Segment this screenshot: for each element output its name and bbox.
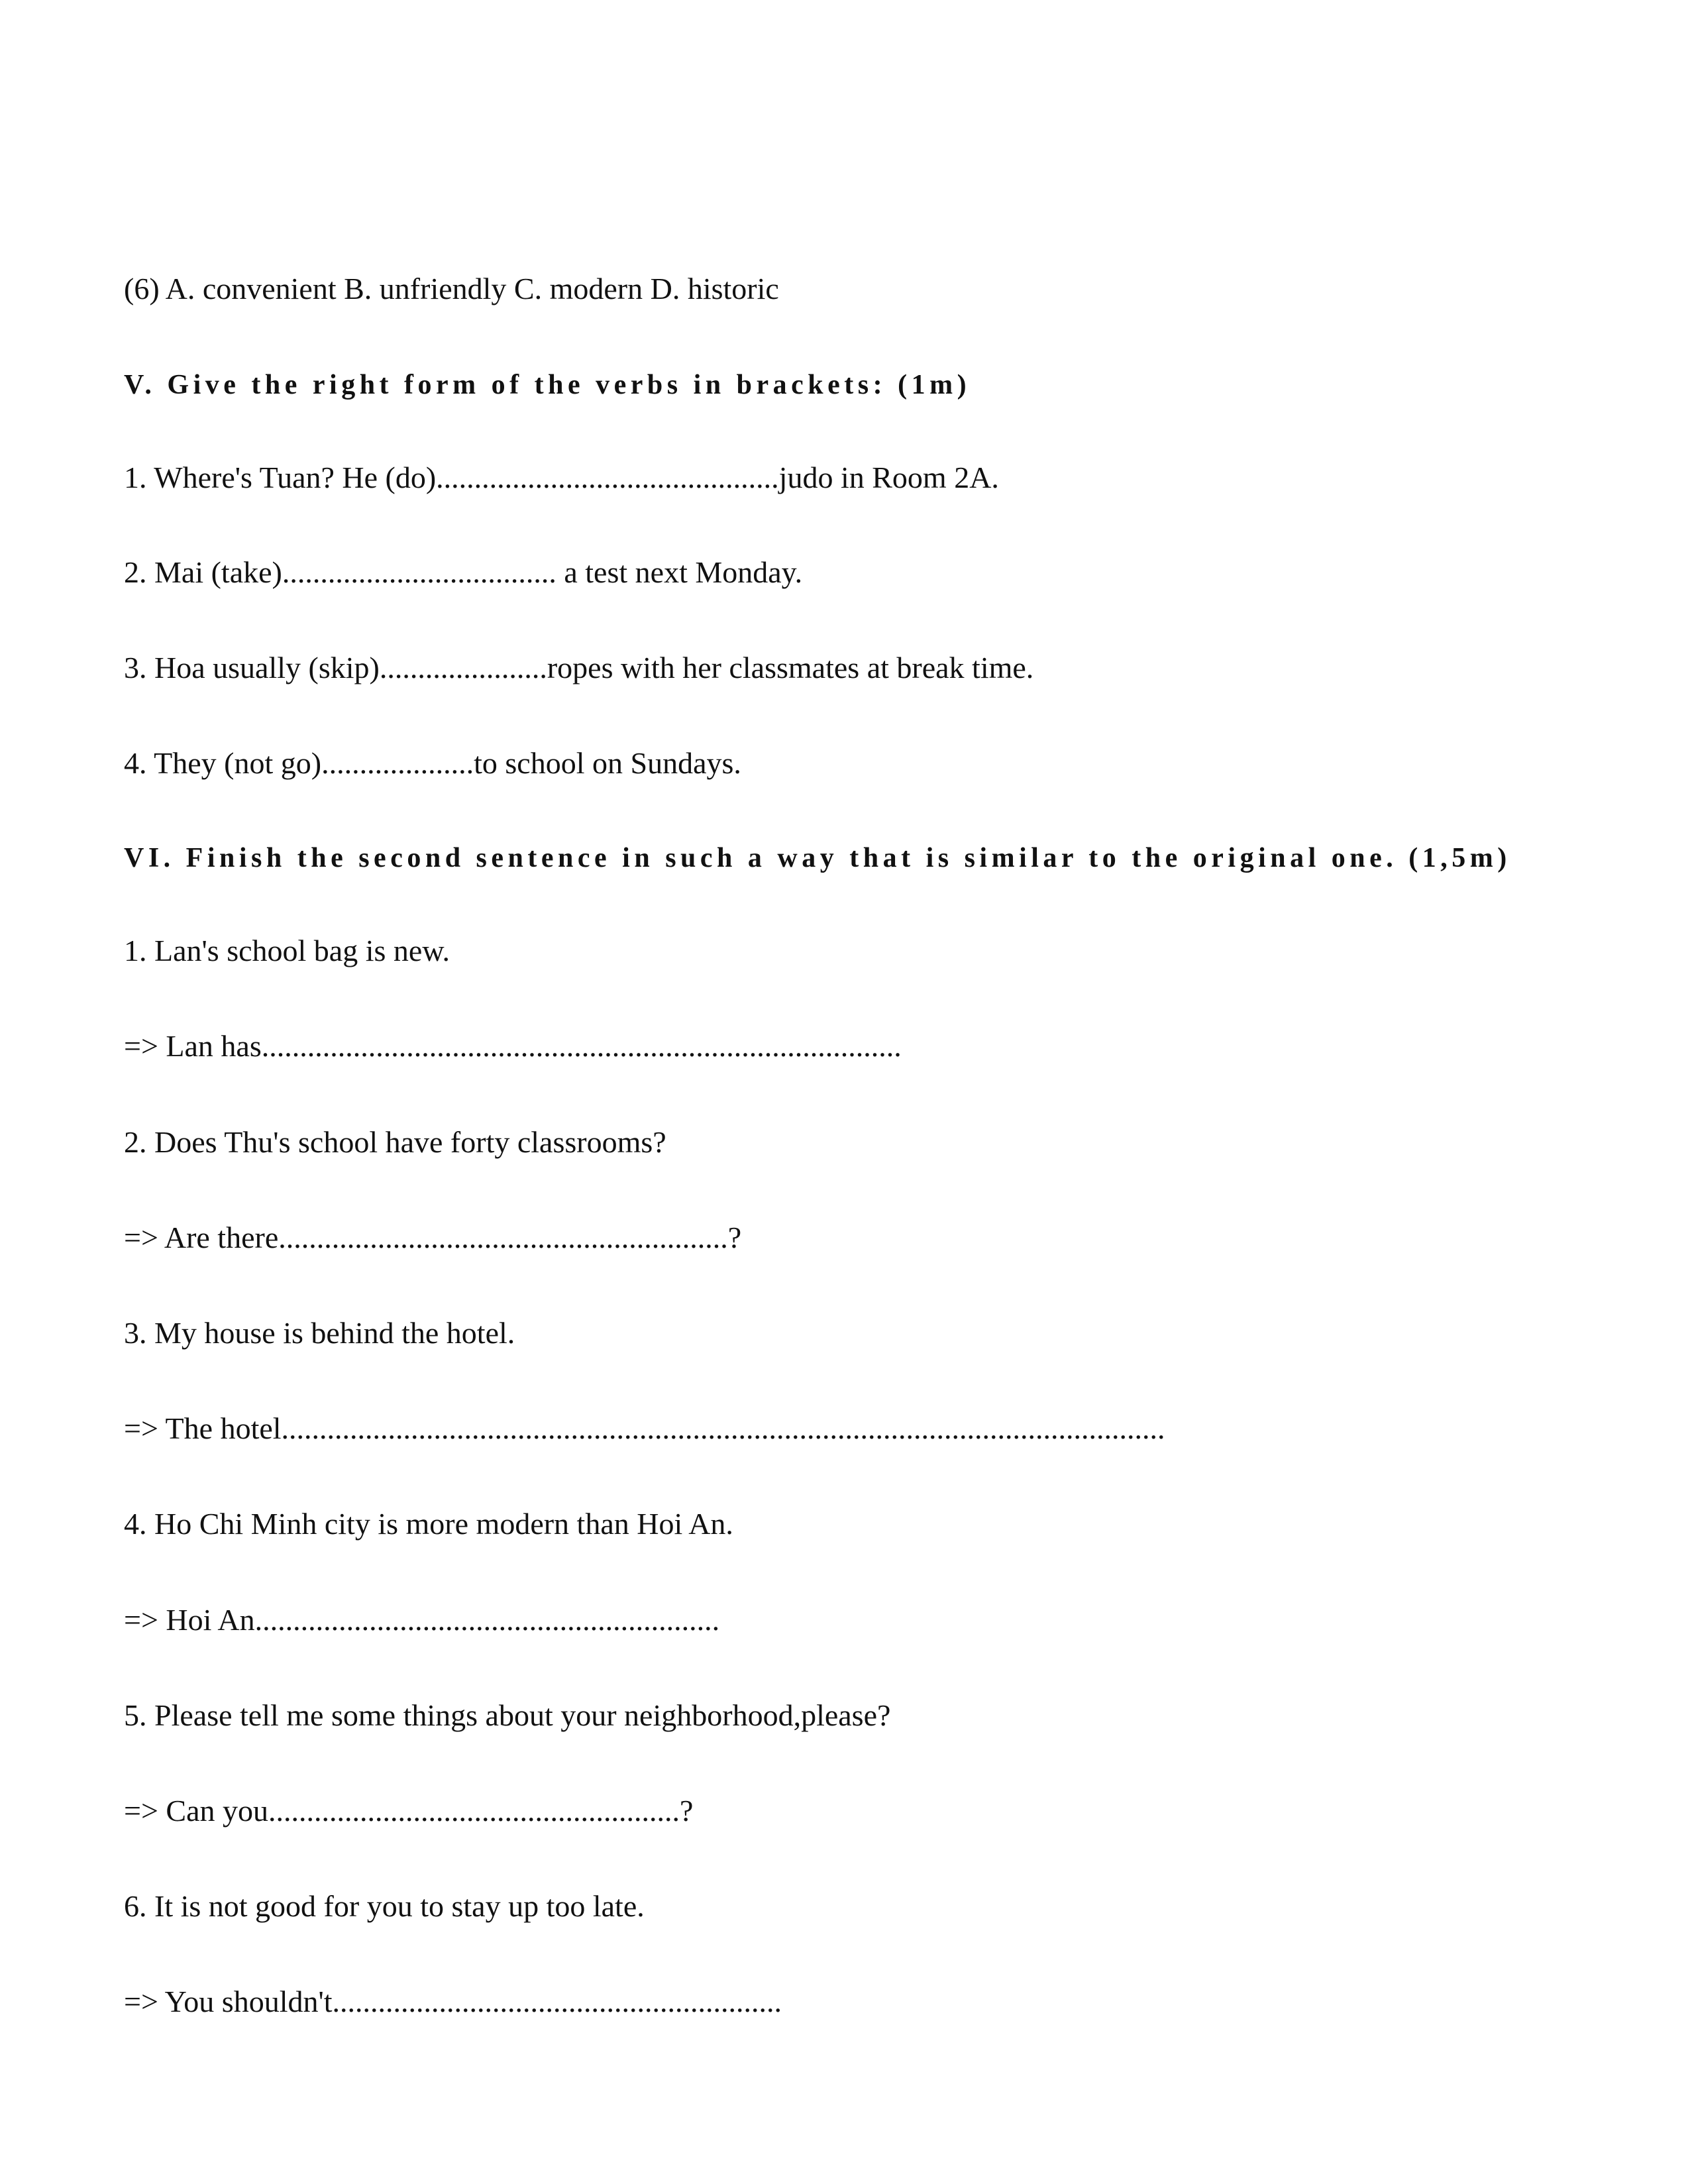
rewrite-question-5: 5. Please tell me some things about your neighborhood,please? bbox=[124, 1698, 891, 1732]
section-v-heading: V. Give the right form of the verbs in brackets: (1m) bbox=[124, 370, 971, 400]
rewrite-answer-2: => Are there...........................................................? bbox=[124, 1221, 742, 1254]
rewrite-question-2: 2. Does Thu's school have forty classrooms? bbox=[124, 1125, 666, 1159]
answer-option-6: (6) A. convenient B. unfriendly C. modern D. historic bbox=[124, 272, 779, 305]
rewrite-answer-3: => The hotel.................................................................................................................... bbox=[124, 1411, 1165, 1445]
rewrite-answer-5: => Can you......................................................? bbox=[124, 1794, 694, 1828]
verb-exercise-1: 1. Where's Tuan? He (do).............................................judo in Room 2A. bbox=[124, 461, 999, 494]
verb-exercise-4: 4. They (not go)....................to school on Sundays. bbox=[124, 746, 741, 780]
verb-exercise-2: 2. Mai (take).................................... a test next Monday. bbox=[124, 555, 803, 589]
rewrite-answer-1: => Lan has.................................................................................... bbox=[124, 1029, 902, 1063]
verb-exercise-3: 3. Hoa usually (skip)......................ropes with her classmates at break time. bbox=[124, 651, 1034, 684]
rewrite-question-1: 1. Lan's school bag is new. bbox=[124, 934, 450, 967]
rewrite-question-3: 3. My house is behind the hotel. bbox=[124, 1316, 515, 1350]
section-vi-heading: VI. Finish the second sentence in such a way that is similar to the original one. (1,5m) bbox=[124, 843, 1511, 873]
rewrite-answer-4: => Hoi An............................................................. bbox=[124, 1603, 720, 1637]
rewrite-question-4: 4. Ho Chi Minh city is more modern than Hoi An. bbox=[124, 1507, 733, 1541]
rewrite-answer-6: => You shouldn't........................................................... bbox=[124, 1985, 782, 2018]
rewrite-question-6: 6. It is not good for you to stay up too late. bbox=[124, 1889, 645, 1923]
